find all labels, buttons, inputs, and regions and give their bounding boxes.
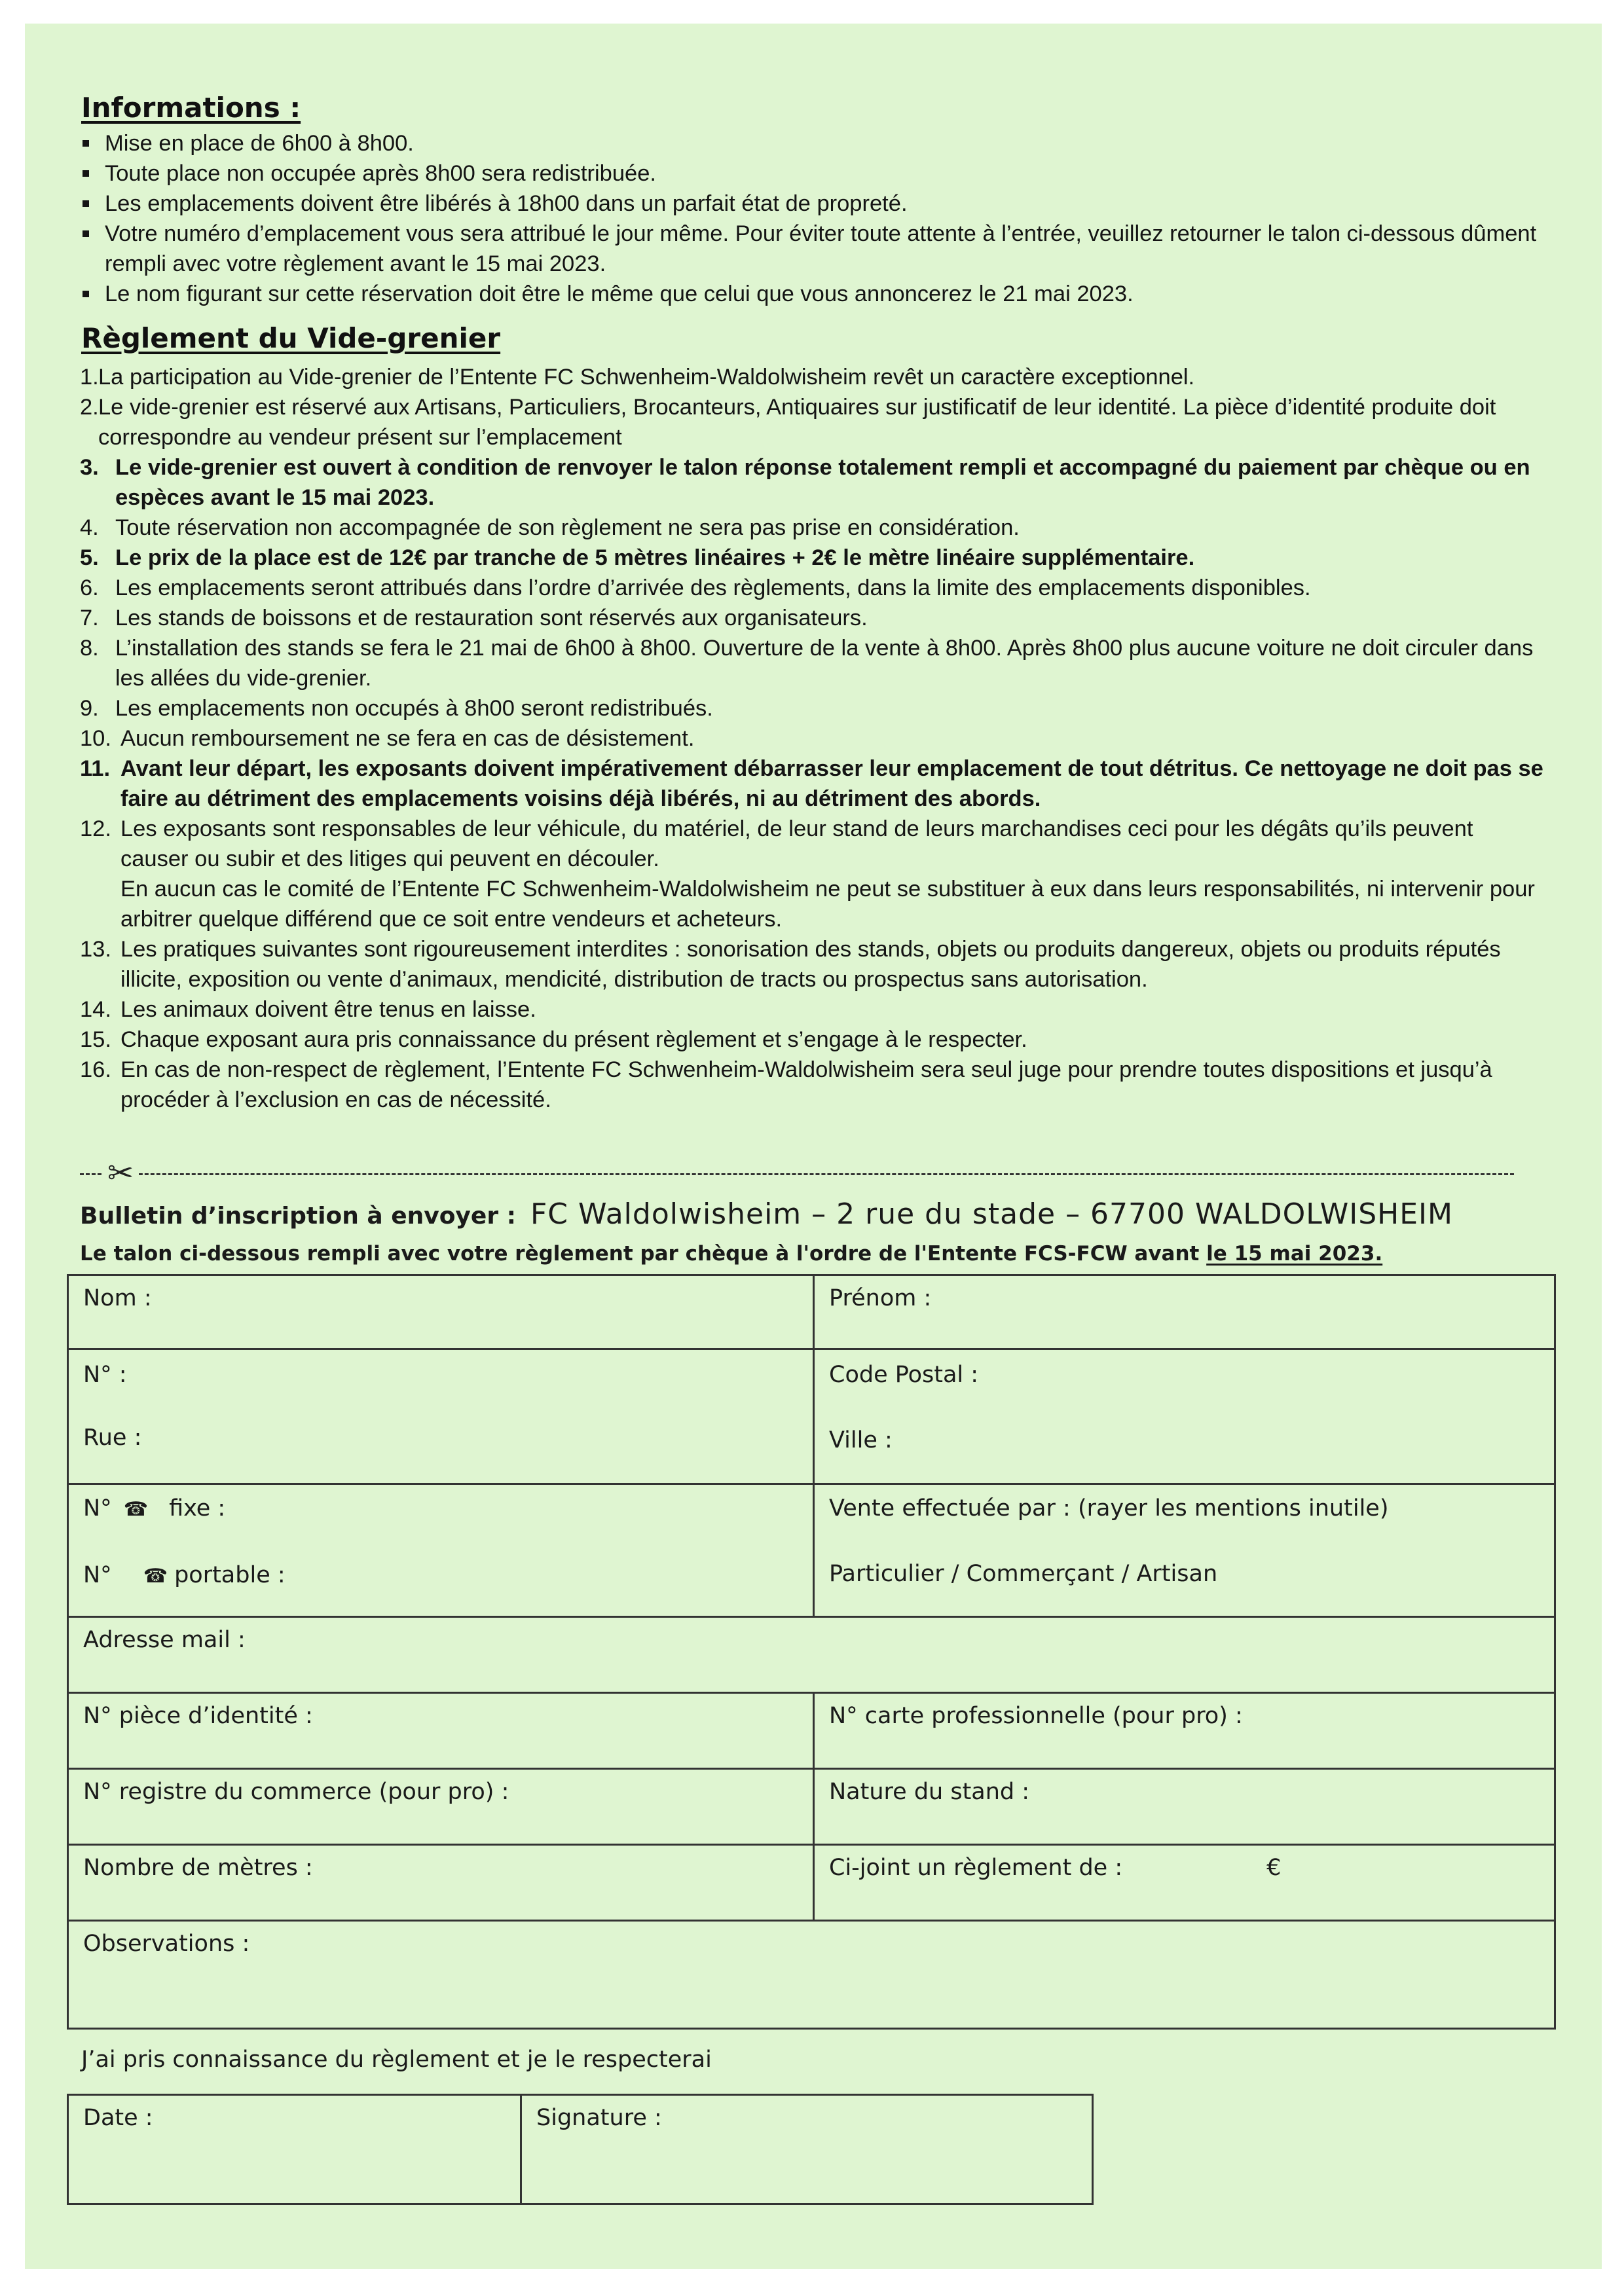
rule-item: 12. Les exposants sont responsables de leur véhicule, du matériel, de leur stand de leurs marchandises ceci pour les dégâts qu’ils peuvent causer ou subir et des litiges qui peuvent en découler. En aucun cas le comité de l’Entente FC Schwenheim-Waldolwisheim ne peut se substituer à eux dans leurs responsabilités, ni intervenir pour arbitrer quelque différend que ce soit entre vendeurs et acheteurs.	[80, 816, 1535, 932]
rule-item: 14. Les animaux doivent être tenus en laisse.	[80, 997, 536, 1022]
field-piece-identite[interactable]: N° pièce d’identité :	[69, 1694, 815, 1768]
registration-form	[67, 1274, 1556, 2030]
rule-item: 13. Les pratiques suivantes sont rigoureusement interdites : sonorisation des stands, objets ou produits dangereux, objets ou produits réputés illicite, exposition ou vente d’animaux, mendicité, distribution de tracts ou prospectus sans autorisation.	[80, 937, 1501, 992]
rule-item: 7. Les stands de boissons et de restauration sont réservés aux organisateurs.	[80, 606, 868, 630]
cut-line	[80, 1155, 1521, 1192]
field-rue[interactable]: Rue :	[83, 1425, 142, 1451]
rule-item: 2. Le vide-grenier est réservé aux Artisans, Particuliers, Brocanteurs, Antiquaires sur justificatif de leur identité. La pièce d’identité produite doit correspondre au vendeur présent sur l’emplacement	[80, 395, 1496, 450]
signature-box	[67, 2094, 1094, 2205]
field-nature-stand[interactable]: Nature du stand :	[829, 1779, 1030, 1805]
bulletin-heading	[80, 1198, 1453, 1233]
field-carte-pro[interactable]: N° carte professionnelle (pour pro) :	[829, 1703, 1243, 1729]
phone-icon: ☎	[123, 1498, 149, 1521]
field-date[interactable]: Date :	[69, 2096, 522, 2203]
rule-item: 4. Toute réservation non accompagnée de son règlement ne sera pas prise en considération.	[80, 515, 1020, 540]
field-vente[interactable]	[815, 1485, 1554, 1616]
reglement-list	[80, 362, 1547, 1115]
rule-item: 16. En cas de non-respect de règlement, l’Entente FC Schwenheim-Waldolwisheim sera seul juge pour prendre toutes dispositions et jusqu’à procéder à l’exclusion en cas de nécessité.	[80, 1057, 1492, 1112]
informations-list	[80, 128, 1540, 309]
field-address[interactable]	[69, 1350, 815, 1483]
acceptance-statement: J’ai pris connaissance du règlement et je le respecterai	[81, 2047, 712, 2073]
rule-item: 10. Aucun remboursement ne se fera en cas de désistement.	[80, 726, 695, 751]
field-signature[interactable]: Signature :	[536, 2105, 662, 2131]
bulletin-label: Bulletin d’inscription à envoyer :	[80, 1203, 516, 1230]
field-location[interactable]	[815, 1350, 1554, 1483]
rule-item: 15. Chaque exposant aura pris connaissance du présent règlement et s’engage à le respecter.	[80, 1027, 1027, 1052]
field-ci-joint[interactable]: Ci-joint un règlement de : €	[829, 1855, 1282, 1881]
info-item: Votre numéro d’emplacement vous sera attribué le jour même. Pour éviter toute attente à l’entrée, veuillez retourner le talon ci-dessous dûment rempli avec votre règlement avant le 15 mai 2023.	[80, 219, 1540, 279]
vente-label: Vente effectuée par : (rayer les mentions inutile)	[829, 1495, 1389, 1522]
info-item: Les emplacements doivent être libérés à 18h00 dans un parfait état de propreté.	[80, 189, 1540, 219]
field-email[interactable]: Adresse mail :	[83, 1627, 246, 1653]
vente-options[interactable]: Particulier / Commerçant / Artisan	[829, 1561, 1218, 1587]
informations-title: Informations :	[81, 92, 301, 124]
field-phones[interactable]	[69, 1485, 815, 1616]
euro-sign: €	[1266, 1855, 1282, 1881]
rule-item: 5. Le prix de la place est de 12€ par tranche de 5 mètres linéaires + 2€ le mètre linéaire supplémentaire.	[80, 545, 1195, 570]
field-tel-fixe[interactable]: N° ☎ fixe :	[83, 1495, 226, 1522]
rule-item: 1. La participation au Vide-grenier de l’Entente FC Schwenheim-Waldolwisheim revêt un caractère exceptionnel.	[80, 365, 1195, 390]
talon-instructions: Le talon ci-dessous rempli avec votre règlement par chèque à l'ordre de l'Entente FCS-FCW avant le 15 mai 2023.	[80, 1242, 1383, 1266]
dashed-line	[80, 1173, 1514, 1175]
bulletin-address: FC Waldolwisheim – 2 rue du stade – 67700 WALDOLWISHEIM	[530, 1197, 1453, 1231]
field-nombre-metres[interactable]: Nombre de mètres :	[69, 1846, 815, 1920]
rule-item: 8. L’installation des stands se fera le 21 mai de 6h00 à 8h00. Ouverture de la vente à 8h00. Après 8h00 plus aucune voiture ne doit circuler dans les allées du vide-grenier.	[80, 636, 1534, 691]
scissors-icon: ✂	[102, 1155, 139, 1192]
field-ville[interactable]: Ville :	[829, 1427, 893, 1453]
info-item: Mise en place de 6h00 à 8h00.	[80, 128, 1540, 158]
field-registre[interactable]: N° registre du commerce (pour pro) :	[69, 1770, 815, 1844]
reglement-title: Règlement du Vide-grenier	[81, 322, 501, 354]
field-code-postal[interactable]: Code Postal :	[829, 1362, 979, 1388]
info-item: Le nom figurant sur cette réservation doit être le même que celui que vous annoncerez le 21 mai 2023.	[80, 279, 1540, 309]
field-prenom[interactable]: Prénom :	[829, 1285, 932, 1311]
field-numero[interactable]: N° :	[83, 1362, 127, 1388]
phone-icon: ☎	[143, 1565, 168, 1588]
rule-item: 3. Le vide-grenier est ouvert à condition de renvoyer le talon réponse totalement rempli et accompagné du paiement par chèque ou en espèces avant le 15 mai 2023.	[80, 455, 1530, 510]
rule-item: 11. Avant leur départ, les exposants doivent impérativement débarrasser leur emplacement de tout détritus. Ce nettoyage ne doit pas se faire au détriment des emplacements voisins déjà libérés, ni au détriment des abords.	[80, 756, 1543, 811]
rule-item: 6. Les emplacements seront attribués dans l’ordre d’arrivée des règlements, dans la limite des emplacements disponibles.	[80, 575, 1311, 600]
field-nom[interactable]: Nom :	[69, 1276, 815, 1348]
field-observations[interactable]: Observations :	[83, 1931, 250, 1957]
talon-deadline: le 15 mai 2023.	[1206, 1242, 1383, 1266]
field-tel-portable[interactable]: N° ☎ portable :	[83, 1562, 286, 1588]
rule-item: 9. Les emplacements non occupés à 8h00 seront redistribués.	[80, 696, 713, 721]
info-item: Toute place non occupée après 8h00 sera redistribuée.	[80, 158, 1540, 189]
